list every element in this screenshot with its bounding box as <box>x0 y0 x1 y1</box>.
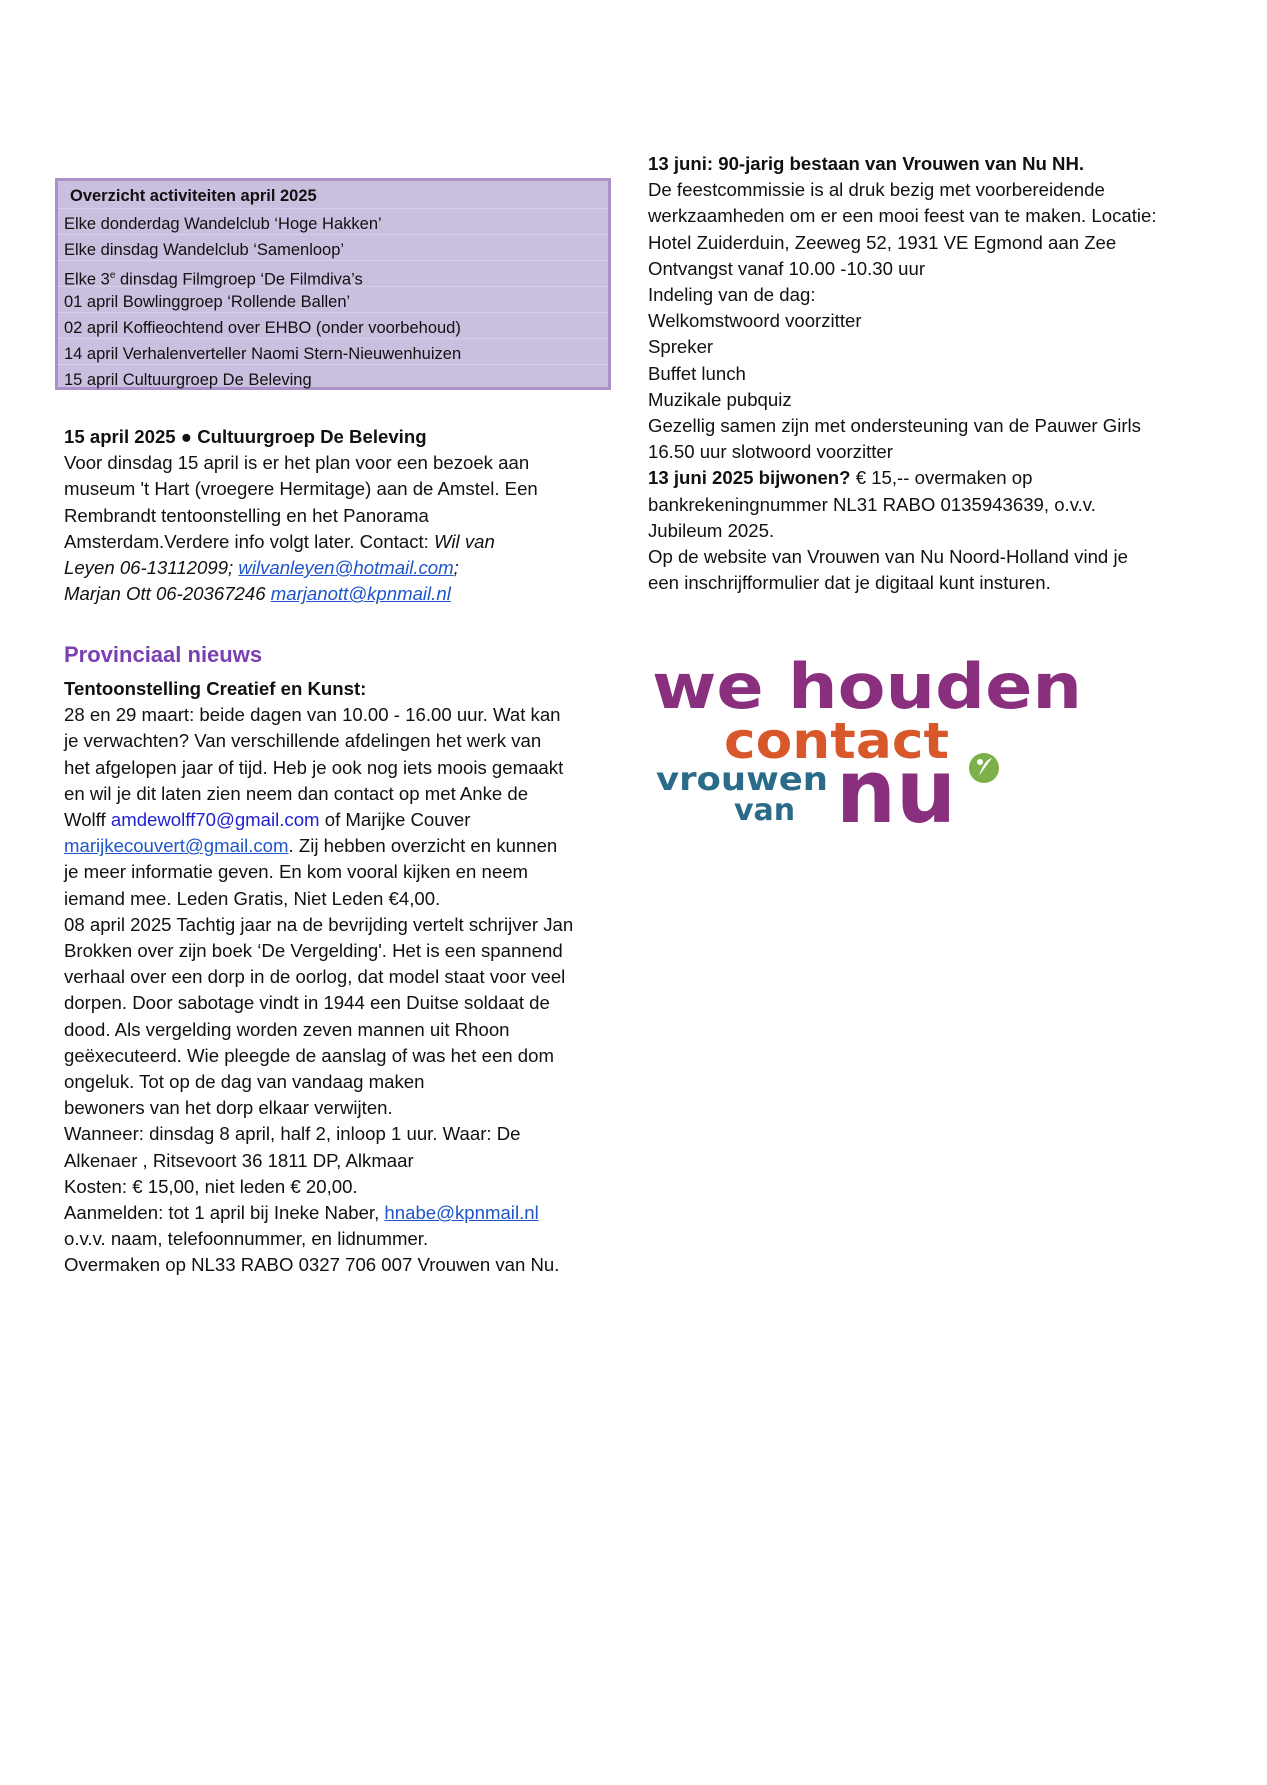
jubileum-text: Hotel Zuiderduin, Zeeweg 52, 1931 VE Egmond aan Zee <box>648 231 1117 253</box>
overview-row-sup: e <box>109 270 116 281</box>
email-link-hnabe[interactable]: hnabe@kpnmail.nl <box>384 1202 539 1224</box>
overview-row: 15 april Cultuurgroep De Beleving <box>58 364 608 390</box>
activities-overview-table <box>55 178 611 390</box>
text-part: € 15,-- overmaken op <box>850 467 1033 489</box>
provinciaal-text: Brokken over zijn boek ‘De Vergelding'. Het is een spannend <box>64 940 563 962</box>
provinciaal-text: verhaal over een dorp in de oorlog, dat model staat voor veel <box>64 966 566 988</box>
text-part: of Marijke Couver <box>319 809 471 831</box>
overview-row-text: dinsdag Filmgroep ‘De Filmdiva’s <box>115 270 363 289</box>
beleving-text <box>64 555 538 581</box>
we-houden-contact-logo <box>648 648 1088 828</box>
beleving-heading: 15 april 2025 ● Cultuurgroep De Beleving <box>64 426 427 447</box>
jubileum-text: 16.50 uur slotwoord voorzitter <box>648 441 893 463</box>
logo-line-2: contact <box>724 712 949 770</box>
jubileum-text: een inschrijfformulier dat je digitaal kunt insturen. <box>648 572 1051 594</box>
beleving-section <box>64 424 538 607</box>
jubileum-text: Ontvangst vanaf 10.00 -10.30 uur <box>648 257 926 279</box>
overview-row: 02 april Koffieochtend over EHBO (onder voorbehoud) <box>58 312 608 338</box>
contact-phone: Marjan Ott 06-20367246 <box>64 583 271 605</box>
email-amdewolff[interactable]: amdewolff70@gmail.com <box>110 809 320 831</box>
text-part: Aanmelden: tot 1 april bij Ineke Naber, <box>64 1202 385 1224</box>
provinciaal-text: 28 en 29 maart: beide dagen van 10.00 - 16.00 uur. Wat kan <box>64 704 561 726</box>
provinciaal-title: Provinciaal nieuws <box>64 642 263 667</box>
provinciaal-text: Overmaken op NL33 RABO 0327 706 007 Vrouwen van Nu. <box>64 1254 560 1276</box>
jubileum-text: Welkomstwoord voorzitter <box>648 310 862 332</box>
jubileum-text: werkzaamheden om er een mooi feest van te maken. Locatie: <box>648 205 1157 227</box>
leaf-icon <box>969 753 999 783</box>
jubileum-text: Jubileum 2025. <box>648 519 775 541</box>
provinciaal-text: bewoners van het dorp elkaar verwijten. <box>64 1097 393 1119</box>
provinciaal-text: je verwachten? Van verschillende afdelingen het werk van <box>64 730 542 752</box>
jubileum-bold: 13 juni 2025 bijwonen? <box>648 467 851 489</box>
overview-row <box>58 260 608 289</box>
provinciaal-text: Alkenaer , Ritsevoort 36 1811 DP, Alkmaar <box>64 1149 414 1171</box>
logo-line-1: we houden <box>652 650 1082 723</box>
provinciaal-text: en wil je dit laten zien neem dan contact op met Anke de <box>64 782 529 804</box>
jubileum-text: Gezellig samen zijn met ondersteuning van de Pauwer Girls <box>648 415 1141 437</box>
text-part: . Zij hebben overzicht en kunnen <box>288 835 558 857</box>
provinciaal-text <box>64 1200 573 1226</box>
jubileum-text: Muzikale pubquiz <box>648 388 792 410</box>
email-link-marjanott[interactable]: marjanott@kpnmail.nl <box>270 583 451 605</box>
punctuation: ; <box>453 557 459 579</box>
logo-brand-vrouwen: vrouwen <box>656 760 828 798</box>
overview-row: Elke donderdag Wandelclub ‘Hoge Hakken’ <box>58 208 608 234</box>
jubileum-text: Indeling van de dag: <box>648 284 816 306</box>
beleving-text <box>64 581 538 607</box>
jubileum-section <box>648 151 1157 596</box>
jubileum-heading: 13 juni: 90-jarig bestaan van Vrouwen van Nu NH. <box>648 153 1085 174</box>
beleving-text: museum 't Hart (vroegere Hermitage) aan de Amstel. Een <box>64 478 538 500</box>
logo-brand-van: van <box>734 793 796 828</box>
provinciaal-text <box>64 833 573 859</box>
jubileum-text: Spreker <box>648 336 714 358</box>
beleving-text-part: Amsterdam.Verdere info volgt later. Contact: <box>64 530 434 552</box>
email-link-wilvanleyen[interactable]: wilvanleyen@hotmail.com <box>238 557 454 579</box>
jubileum-text: Buffet lunch <box>648 362 746 384</box>
beleving-text: Rembrandt tentoonstelling en het Panorama <box>64 504 429 526</box>
beleving-text: Voor dinsdag 15 april is er het plan voor een bezoek aan <box>64 452 530 474</box>
provinciaal-text: Wanneer: dinsdag 8 april, half 2, inloop 1 uur. Waar: De <box>64 1123 521 1145</box>
provinciaal-subheading: Tentoonstelling Creatief en Kunst: <box>64 678 367 699</box>
overview-row: 14 april Verhalenverteller Naomi Stern-Nieuwenhuizen <box>58 338 608 364</box>
overview-row: Elke dinsdag Wandelclub ‘Samenloop’ <box>58 234 608 260</box>
provinciaal-section <box>64 676 573 1279</box>
email-link-marijkecouvert[interactable]: marijkecouvert@gmail.com <box>64 835 289 857</box>
contact-phone: Leyen 06-13112099; <box>64 557 239 579</box>
provinciaal-text: het afgelopen jaar of tijd. Heb je ook nog iets moois gemaakt <box>64 756 564 778</box>
provinciaal-text: ongeluk. Tot op de dag van vandaag maken <box>64 1071 425 1093</box>
jubileum-text: Op de website van Vrouwen van Nu Noord-Holland vind je <box>648 546 1128 568</box>
contact-name: Wil van <box>434 530 495 552</box>
provinciaal-text: je meer informatie geven. En kom vooral kijken en neem <box>64 861 529 883</box>
logo-brand-nu: nu <box>836 740 956 828</box>
jubileum-text: De feestcommissie is al druk bezig met voorbereidende <box>648 179 1105 201</box>
overview-title: Overzicht activiteiten april 2025 <box>70 187 317 205</box>
provinciaal-text: dorpen. Door sabotage vindt in 1944 een Duitse soldaat de <box>64 992 550 1014</box>
provinciaal-text: iemand mee. Leden Gratis, Niet Leden €4,00. <box>64 887 441 909</box>
provinciaal-text: geëxecuteerd. Wie pleegde de aanslag of was het een dom <box>64 1044 554 1066</box>
beleving-text <box>64 529 538 555</box>
text-part: Wolff <box>64 809 111 831</box>
provinciaal-text: Kosten: € 15,00, niet leden € 20,00. <box>64 1175 358 1197</box>
overview-row-text: Elke 3 <box>64 270 110 289</box>
provinciaal-text: 08 april 2025 Tachtig jaar na de bevrijding vertelt schrijver Jan <box>64 913 574 935</box>
overview-row: 01 april Bowlinggroep ‘Rollende Ballen’ <box>58 286 608 312</box>
jubileum-text: bankrekeningnummer NL31 RABO 0135943639, o.v.v. <box>648 493 1096 515</box>
provinciaal-text <box>64 807 573 833</box>
provinciaal-text: o.v.v. naam, telefoonnummer, en lidnummer. <box>64 1228 429 1250</box>
provinciaal-text: dood. Als vergelding worden zeven mannen uit Rhoon <box>64 1018 510 1040</box>
jubileum-text <box>648 465 1157 491</box>
